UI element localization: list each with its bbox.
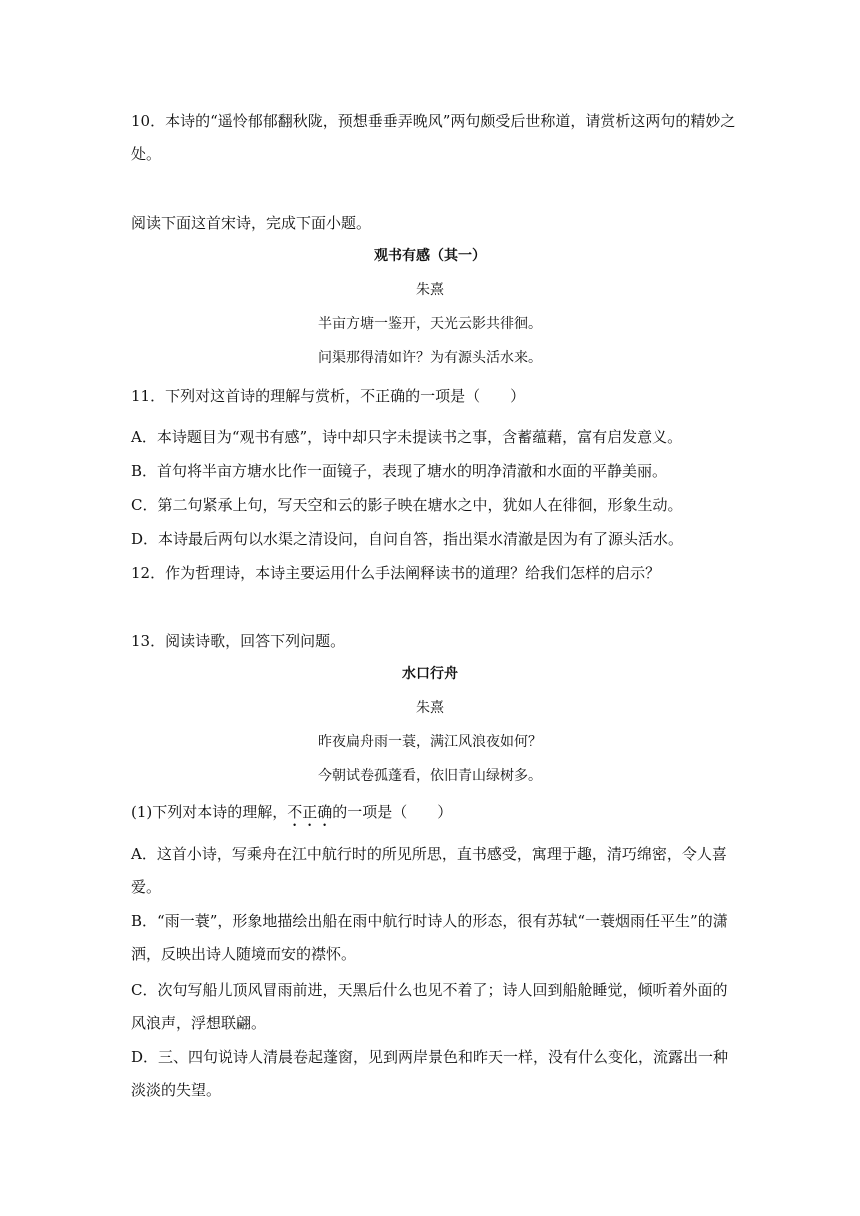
emphasis-not-correct: 不正确: [287, 803, 333, 821]
poem-1-author: 朱熹: [416, 282, 444, 298]
poem-1-line-2: 问渠那得清如许？为有源头活水来。: [318, 350, 542, 366]
question-13-option-c-line-2: 风浪声，浮想联翩。: [131, 1014, 267, 1032]
question-11-option-c: C．第二句紧承上句，写天空和云的影子映在塘水之中，犹如人在徘徊，形象生动。: [131, 496, 683, 514]
question-13-sub-1: [131, 802, 452, 830]
question-13-option-c-line-1: C．次句写船儿顶风冒雨前进，天黑后什么也见不着了；诗人回到船舱睡觉，倾听着外面的: [131, 981, 728, 999]
question-11-option-d: D．本诗最后两句以水渠之清设问，自问自答，指出渠水清澈是因为有了源头活水。: [131, 530, 684, 548]
poem-2-line-1: 昨夜扁舟雨一蓑，满江风浪夜如何？: [318, 734, 542, 750]
question-13-option-d-line-1: D．三、四句说诗人清晨卷起蓬窗，见到两岸景色和昨天一样，没有什么变化，流露出一种: [131, 1048, 729, 1066]
question-11-option-b: B．首句将半亩方塘水比作一面镜子，表现了塘水的明净清澈和水面的平静美丽。: [131, 462, 668, 480]
question-13-option-b-line-1: B．“雨一蓑”，形象地描绘出船在雨中航行时诗人的形态，很有苏轼“一蓑烟雨任平生”的潇: [131, 912, 728, 930]
poem-1-title: 观书有感（其一）: [374, 248, 486, 264]
question-13-option-b-line-2: 洒，反映出诗人随境而安的襟怀。: [131, 945, 357, 963]
question-11-option-a: A．本诗题目为“观书有感”，诗中却只字未提读书之事，含蓄蕴藉，富有启发意义。: [131, 428, 683, 446]
question-11-stem: 11．下列对这首诗的理解与赏析，不正确的一项是（ ）: [131, 387, 526, 405]
poem-1-line-1: 半亩方塘一鉴开，天光云影共徘徊。: [318, 316, 542, 332]
poem-2-title: 水口行舟: [402, 666, 458, 682]
question-13-option-a-line-2: 爱。: [131, 878, 162, 896]
question-13-option-a-line-1: A．这首小诗，写乘舟在江中航行时的所见所思，直书感受，寓理于趣，清巧绵密，令人喜: [131, 845, 727, 863]
question-13-stem: 13．阅读诗歌，回答下列问题。: [131, 632, 346, 650]
poem-2-line-2: 今朝试卷孤蓬看，依旧青山绿树多。: [318, 768, 542, 784]
question-12: 12．作为哲理诗，本诗主要运用什么手法阐释读书的道理？给我们怎样的启示？: [131, 564, 661, 582]
question-10-line-2: 处。: [131, 145, 162, 163]
sub-1-prefix: (1)下列对本诗的理解，: [131, 803, 288, 821]
poem-2-author: 朱熹: [416, 700, 444, 716]
question-13-option-d-line-2: 淡淡的失望。: [131, 1081, 222, 1099]
reading-intro: 阅读下面这首宋诗，完成下面小题。: [131, 214, 372, 232]
sub-1-suffix: 的一项是（ ）: [332, 803, 453, 821]
question-10-line-1: 10．本诗的“遥怜郁郁翻秋陇，预想垂垂弄晚风”两句颇受后世称道，请赏析这两句的精妙之: [131, 112, 736, 130]
